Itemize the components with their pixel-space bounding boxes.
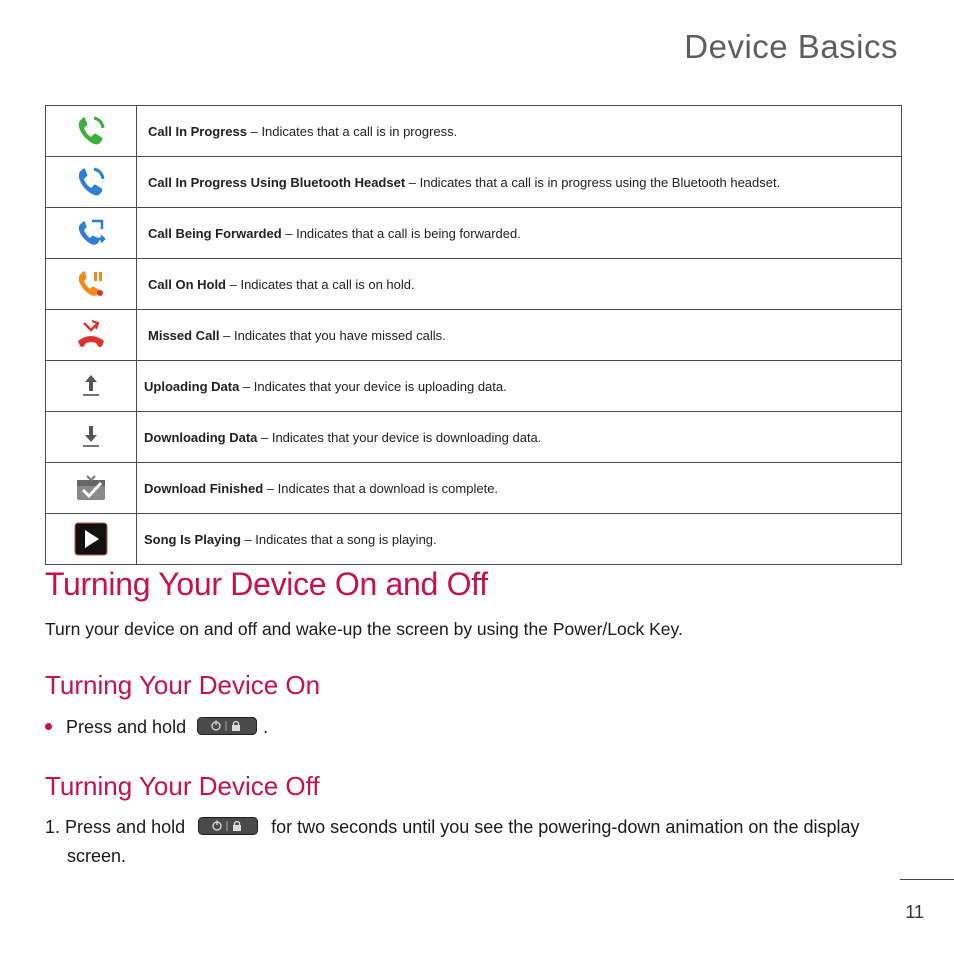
row-description: – Indicates that a song is playing. xyxy=(240,531,437,547)
upload-icon xyxy=(80,373,102,399)
row-term: Download Finished xyxy=(144,480,264,496)
page-number: 11 xyxy=(905,902,924,922)
section-header-title: Device Basics xyxy=(684,28,898,65)
status-icons-table xyxy=(45,105,902,565)
row-term: Missed Call xyxy=(148,327,220,343)
row-term: Call In Progress Using Bluetooth Headset xyxy=(148,174,406,190)
power-lock-key-icon xyxy=(197,717,257,735)
song-playing-icon xyxy=(74,522,108,556)
row-term: Song Is Playing xyxy=(144,531,241,547)
footer-divider xyxy=(900,879,954,880)
turning-off-step-continued: screen. xyxy=(67,846,127,866)
step-text: Press and hold xyxy=(65,817,186,837)
table-row xyxy=(46,463,902,514)
row-term: Call Being Forwarded xyxy=(148,225,282,241)
row-description: – Indicates that you have missed calls. xyxy=(219,327,446,343)
table-row xyxy=(46,361,902,412)
step-text: Press and hold xyxy=(66,717,187,737)
row-description: – Indicates that a call is on hold. xyxy=(226,276,415,292)
row-description: – Indicates that a call is in progress. xyxy=(246,123,458,139)
power-lock-key-icon xyxy=(198,817,258,835)
row-description: – Indicates that a call is in progress using the Bluetooth headset. xyxy=(405,174,781,190)
call-forwarded-icon xyxy=(76,217,106,249)
bullet-icon xyxy=(45,723,52,730)
table-row xyxy=(46,106,902,157)
download-icon xyxy=(80,424,102,450)
section-title: Turning Your Device On and Off xyxy=(45,566,488,602)
turning-off-title: Turning Your Device Off xyxy=(45,771,320,801)
turning-on-title: Turning Your Device On xyxy=(45,670,321,700)
row-term: Downloading Data xyxy=(144,429,258,445)
row-description: – Indicates that a download is complete. xyxy=(263,480,499,496)
table-row xyxy=(46,514,902,565)
turning-off-step xyxy=(45,817,860,838)
table-row xyxy=(46,157,902,208)
row-description: – Indicates that a call is being forwarded. xyxy=(281,225,521,241)
row-term: Call In Progress xyxy=(148,123,247,139)
call-on-hold-icon xyxy=(76,268,106,300)
table-row xyxy=(46,310,902,361)
row-term: Uploading Data xyxy=(144,378,240,394)
step-suffix: . xyxy=(263,717,269,737)
row-description: – Indicates that your device is downloading data. xyxy=(257,429,542,445)
row-term: Call On Hold xyxy=(148,276,226,292)
bluetooth-call-icon xyxy=(76,166,106,198)
download-finished-icon xyxy=(75,474,107,502)
step-suffix: for two seconds until you see the powering-down animation on the display xyxy=(271,817,860,837)
step-number: 1. xyxy=(45,817,61,837)
table-row xyxy=(46,259,902,310)
row-description: – Indicates that your device is uploading data. xyxy=(239,378,507,394)
turning-on-step xyxy=(45,717,268,738)
call-in-progress-icon xyxy=(76,115,106,147)
table-row xyxy=(46,208,902,259)
table-row xyxy=(46,412,902,463)
section-intro: Turn your device on and off and wake-up the screen by using the Power/Lock Key. xyxy=(45,619,683,639)
missed-call-icon xyxy=(75,319,107,351)
